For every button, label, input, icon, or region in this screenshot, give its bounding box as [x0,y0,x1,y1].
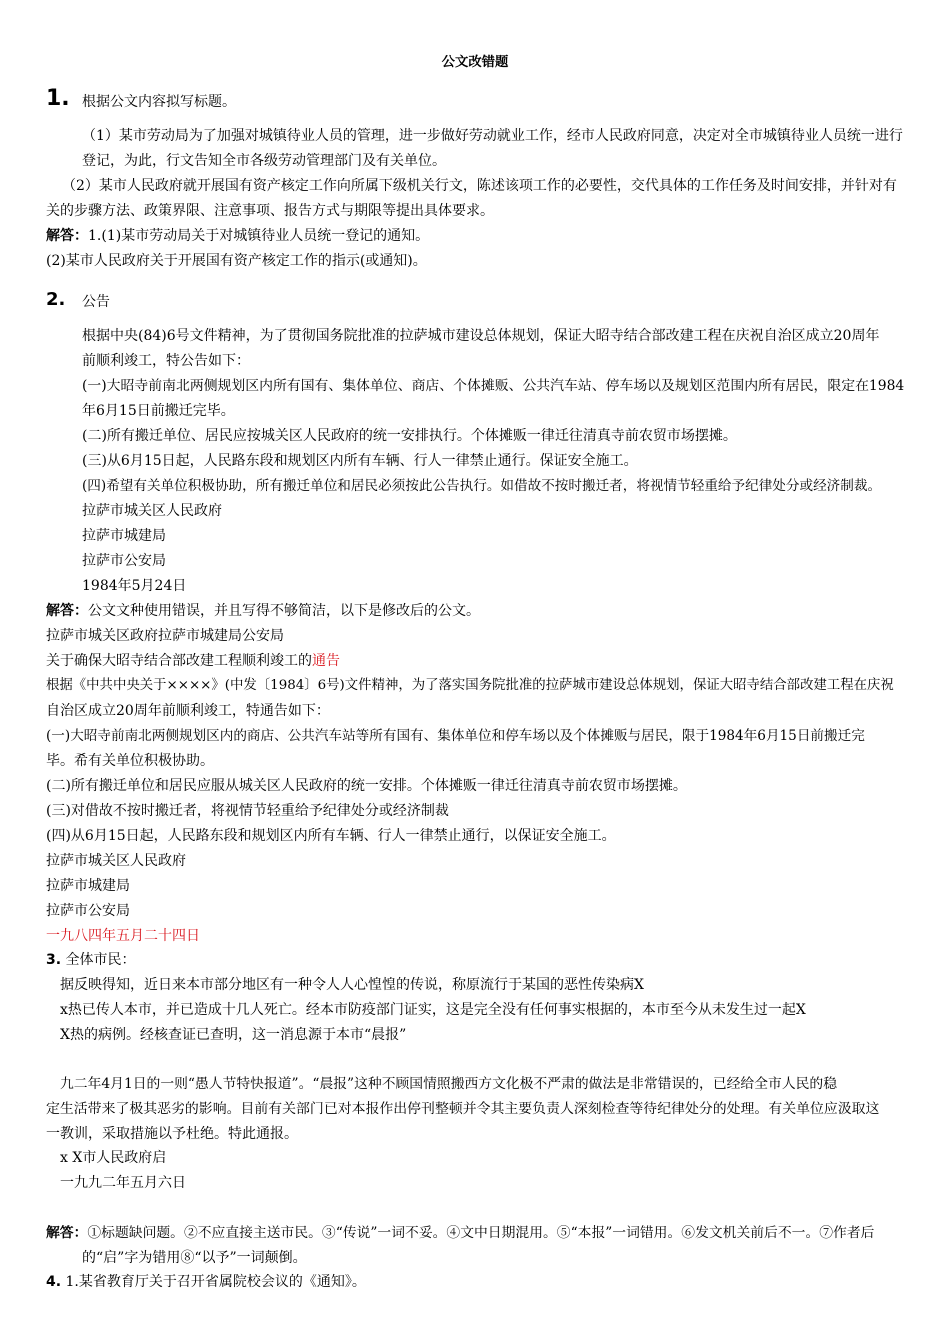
question-3 [46,950,136,970]
bulletin-date: 一九九二年五月六日 [60,1175,186,1191]
bulletin-signature: x X市人民政府启 [60,1150,167,1166]
revised-signature-3: 拉萨市公安局 [46,903,130,919]
question-3-answer-cont: 的“启”字为错用⑧“以予”一词颠倒。 [82,1250,307,1266]
notice-signature-1: 拉萨市城关区人民政府 [82,503,222,519]
question-3-greeting: 全体市民： [65,952,136,968]
notice-paragraph-2-cont: 年6月15日前搬迁完毕。 [82,403,235,419]
question-4-text: 1.某省教育厅关于召开省属院校会议的《通知》。 [65,1274,366,1290]
notice-paragraph-3: (二)所有搬迁单位、居民应按城关区人民政府的统一安排执行。个体摊贩一律迁往清真寺前农贸市场摆摊。 [82,428,737,444]
question-2-heading: 公告 [82,294,110,310]
question-2-answer [46,601,480,621]
question-1-number: 1. [46,86,70,111]
notice-signature-2: 拉萨市城建局 [82,528,166,544]
revised-date: 一九八四年五月二十四日 [46,928,200,944]
revised-paragraph-2: (一)大昭寺前南北两侧规划区内的商店、公共汽车站等所有国有、集体单位和停车场以及个体摊贩与居民，限于1984年6月15日前搬迁完 [46,728,865,744]
answer-text: 1.(1)某市劳动局关于对城镇待业人员统一登记的通知。 [88,228,430,244]
question-2-number: 2. [46,289,66,310]
question-1-item-1-cont: 登记，为此，行文告知全市各级劳动管理部门及有关单位。 [82,153,446,169]
revised-paragraph-1-cont: 自治区成立20周年前顺利竣工，特通告如下： [46,703,330,719]
question-1-item-1: （1）某市劳动局为了加强对城镇待业人员的管理，进一步做好劳动就业工作，经市人民政府同意，决定对全市城镇待业人员统一进行 [82,128,903,144]
revised-title-text: 关于确保大昭寺结合部改建工程顺利竣工的 [46,653,312,669]
notice-signature-3: 拉萨市公安局 [82,553,166,569]
question-1-prompt: 根据公文内容拟写标题。 [82,94,236,110]
bulletin-line-1: 据反映得知，近日来本市部分地区有一种令人人心惶惶的传说，称原流行于某国的恶性传染病X [60,977,644,993]
question-3-answer [46,1223,874,1243]
revised-paragraph-4: (三)对借故不按时搬迁者，将视情节轻重给予纪律处分或经济制裁 [46,803,449,819]
question-4 [46,1272,366,1292]
revised-issuers: 拉萨市城关区政府拉萨市城建局公安局 [46,628,284,644]
answer-label: 解答： [46,603,88,619]
notice-paragraph-4: (三)从6月15日起，人民路东段和规划区内所有车辆、行人一律禁止通行。保证安全施工。 [82,453,638,469]
question-4-number: 4. [46,1274,62,1290]
answer-label: 解答： [46,228,88,244]
revised-paragraph-1: 根据《中共中央关于××××》(中发〔1984〕6号)文件精神，为了落实国务院批准的拉萨城市建设总体规划，保证大昭寺结合部改建工程在庆祝 [46,678,894,693]
question-1-answer [46,226,429,246]
question-1-item-2: （2）某市人民政府就开展国有资产核定工作向所属下级机关行文，陈述该项工作的必要性，交代具体的工作任务及时间安排，并针对有 [62,178,897,194]
revised-paragraph-5: (四)从6月15日起，人民路东段和规划区内所有车辆、行人一律禁止通行，以保证安全施工。 [46,828,616,844]
bulletin-line-3: X热的病例。经核查证已查明，这一消息源于本市“晨报” [60,1027,407,1043]
bulletin-line-5: 定生活带来了极其恶劣的影响。目前有关部门已对本报作出停刊整顿并令其主要负责人深刻检查等待纪律处分的处理。有关单位应汲取这 [46,1101,880,1117]
notice-paragraph-5: (四)希望有关单位积极协助，所有搬迁单位和居民必须按此公告执行。如借故不按时搬迁者，将视情节轻重给予纪律处分或经济制裁。 [82,478,882,494]
question-3-number: 3. [46,952,62,968]
notice-paragraph-1-cont: 前顺利竣工，特公告如下： [82,353,250,369]
revised-title-highlight: 通告 [312,653,340,669]
answer-text: ①标题缺问题。②不应直接主送市民。③“传说”一词不妥。④文中日期混用。⑤“本报”一词错用。⑥发文机关前后不一。⑦作者后 [87,1225,875,1241]
revised-title [46,651,340,671]
page-title: 公文改错题 [441,55,509,70]
bulletin-line-6: 一教训，采取措施以予杜绝。特此通报。 [46,1126,298,1142]
notice-paragraph-2: (一)大昭寺前南北两侧规划区内所有国有、集体单位、商店、个体摊贩、公共汽车站、停车场以及规划区范围内所有居民，限定在1984 [82,378,905,394]
revised-signature-1: 拉萨市城关区人民政府 [46,853,186,869]
notice-date: 1984年5月24日 [82,578,187,594]
question-1-answer-cont: (2)某市人民政府关于开展国有资产核定工作的指示(或通知)。 [46,253,427,269]
question-1-item-2-cont: 关的步骤方法、政策界限、注意事项、报告方式与期限等提出具体要求。 [46,203,494,219]
answer-label: 解答： [46,1225,88,1241]
notice-paragraph-1: 根据中央(84)6号文件精神，为了贯彻国务院批准的拉萨城市建设总体规划，保证大昭寺结合部改建工程在庆祝自治区成立20周年 [82,328,880,344]
revised-paragraph-2-cont: 毕。希有关单位积极协助。 [46,753,214,769]
bulletin-line-4: 九二年4月1日的一则“愚人节特快报道”。“晨报”这种不顾国情照搬西方文化极不严肃的做法是非常错误的，已经给全市人民的稳 [60,1076,838,1092]
revised-paragraph-3: (二)所有搬迁单位和居民应服从城关区人民政府的统一安排。个体摊贩一律迁往清真寺前农贸市场摆摊。 [46,778,687,794]
bulletin-line-2: x热已传人本市，并已造成十几人死亡。经本市防疫部门证实，这是完全没有任何事实根据的，本市至今从未发生过一起X [60,1002,806,1018]
answer-text: 公文文种使用错误，并且写得不够简洁，以下是修改后的公文。 [88,603,480,619]
revised-signature-2: 拉萨市城建局 [46,878,130,894]
